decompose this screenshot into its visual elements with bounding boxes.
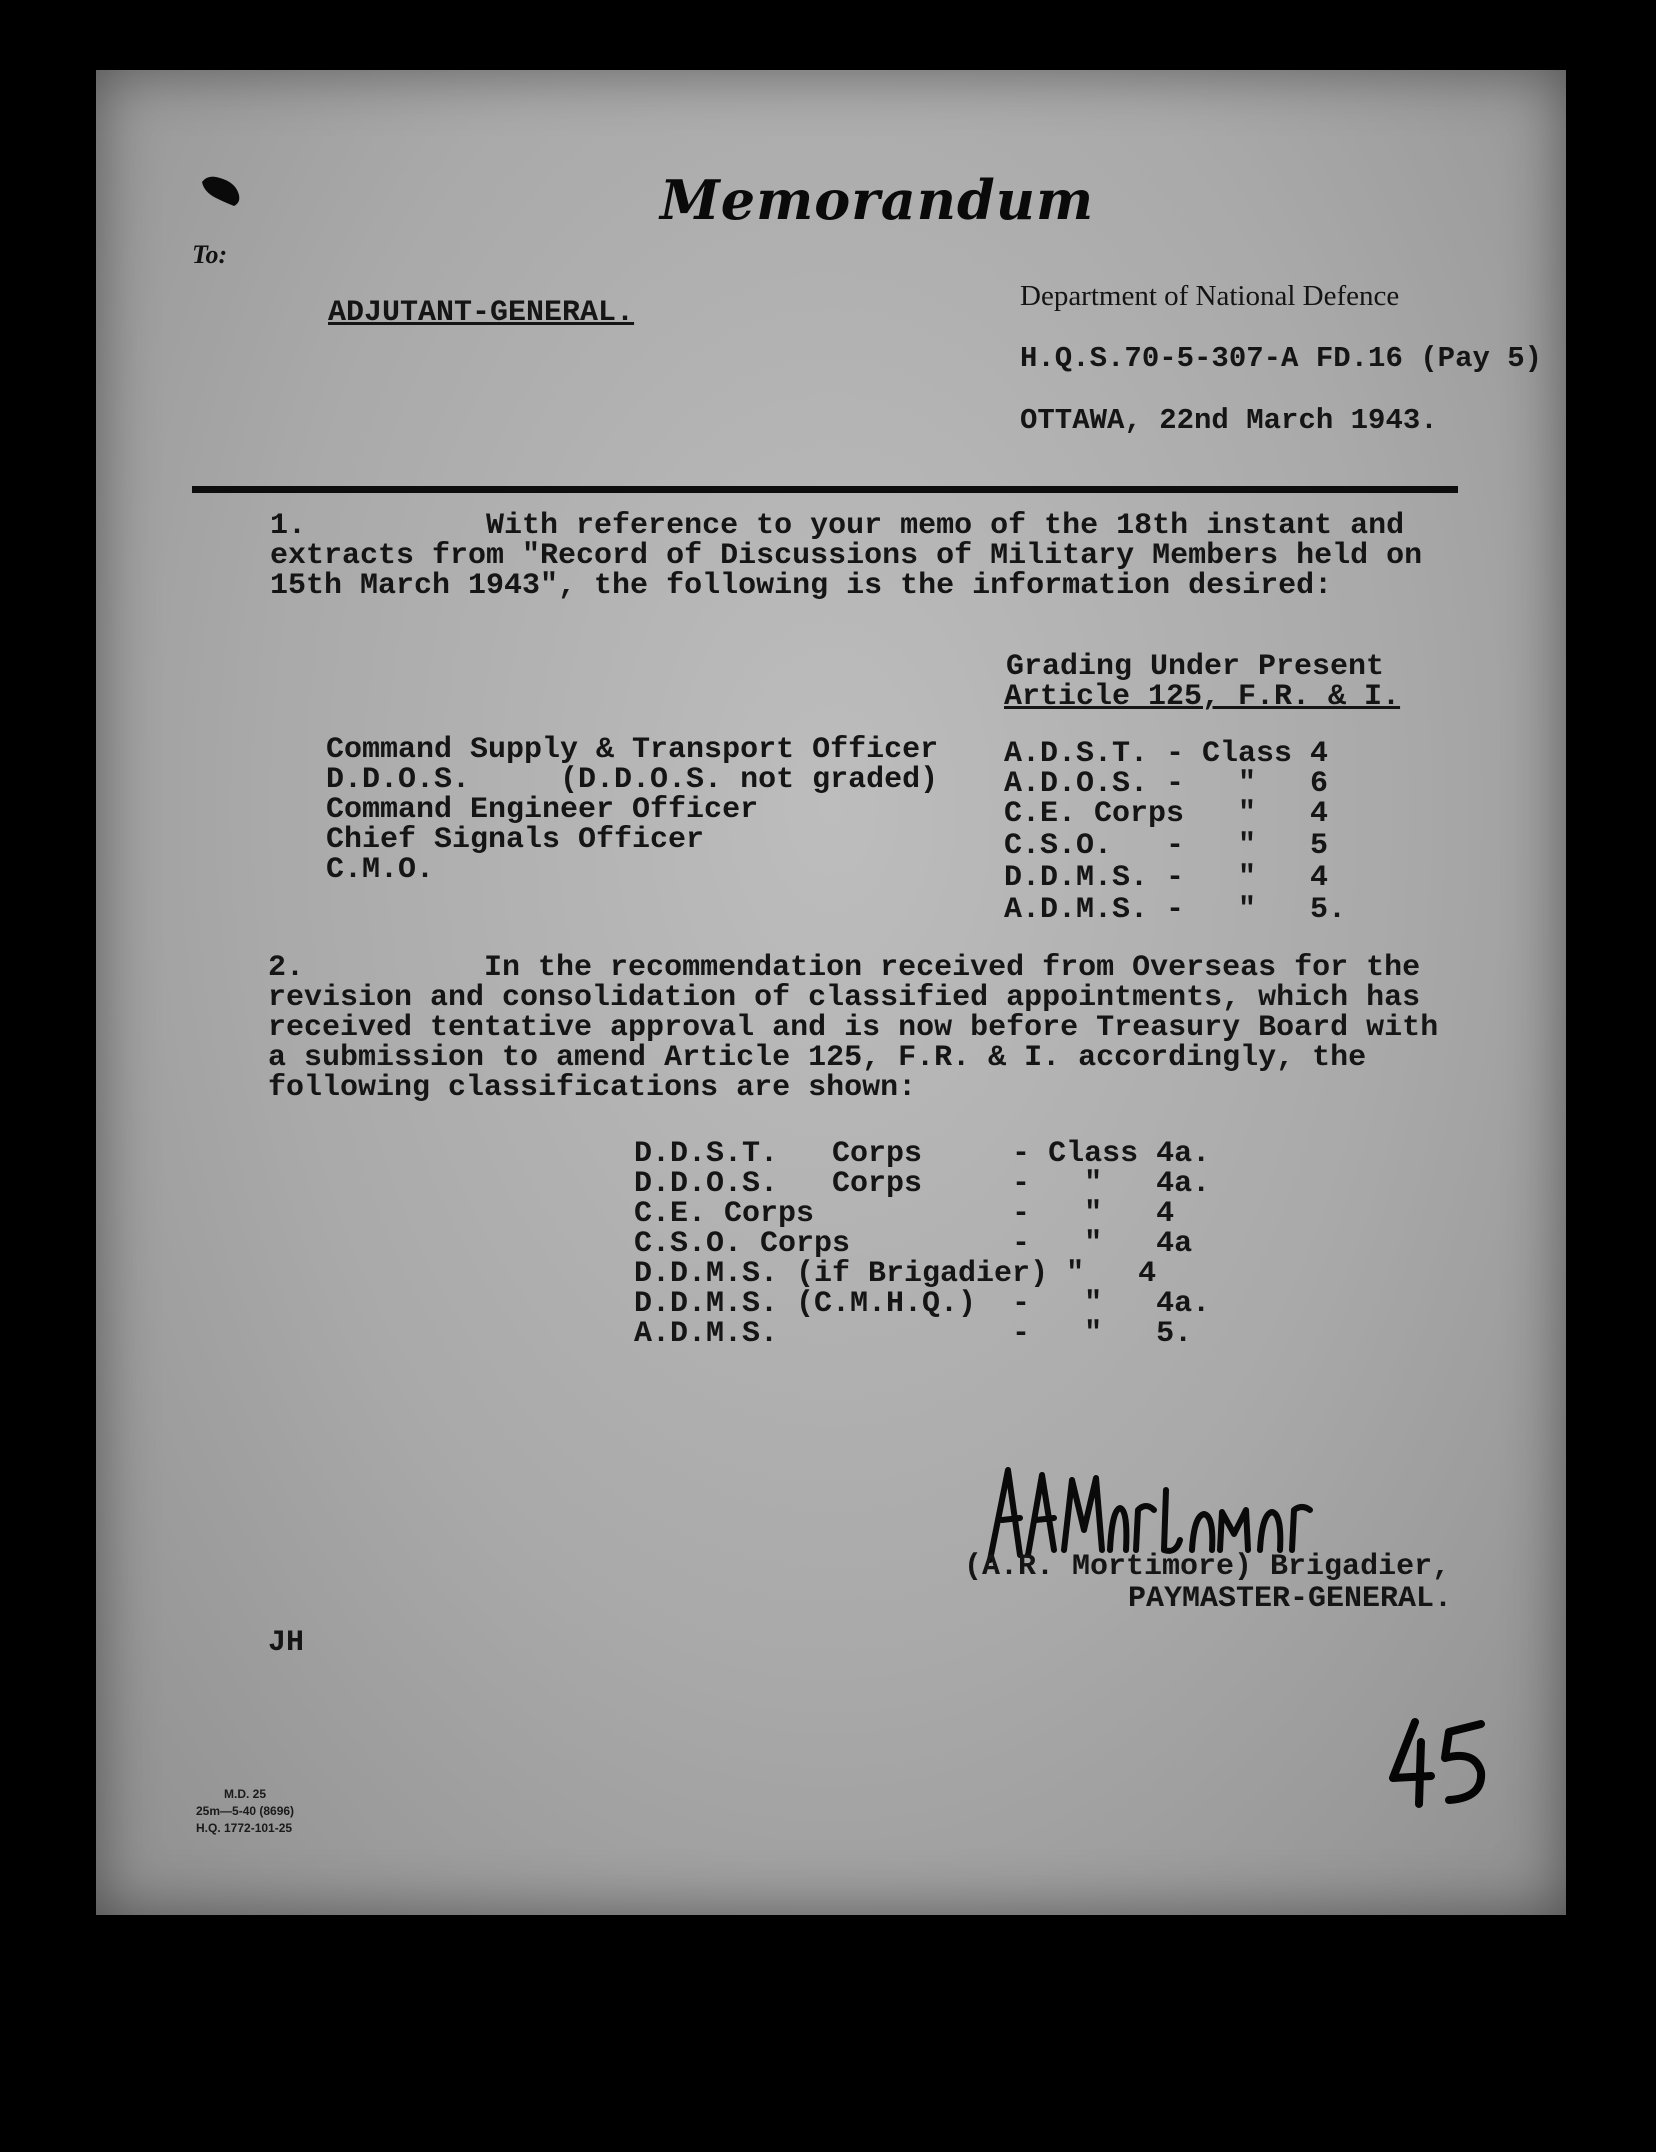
signatory-name: (A.R. Mortimore) Brigadier,	[964, 1550, 1451, 1584]
department-name: Department of National Defence	[1020, 280, 1400, 312]
addressee: ADJUTANT-GENERAL.	[328, 296, 635, 330]
classification-row: D.D.O.S. Corps - " 4a.	[634, 1167, 1211, 1201]
appointment-cell: Command Engineer Officer	[326, 793, 759, 827]
paragraph-2-line: a submission to amend Article 125, F.R. & I. accordingly, the	[268, 1041, 1367, 1075]
typist-initials: JH	[268, 1626, 305, 1660]
grading-cell: D.D.M.S. - " 4	[1004, 861, 1329, 895]
grading-cell: A.D.M.S. - " 5.	[1004, 893, 1347, 927]
paragraph-1-line: 15th March 1943", the following is the information desired:	[270, 569, 1333, 603]
place-date: OTTAWA, 22nd March 1943.	[1020, 404, 1438, 437]
classification-row: D.D.M.S. (if Brigadier) " 4	[634, 1257, 1157, 1291]
appointment-cell: C.M.O.	[326, 853, 435, 887]
header-divider-rule	[192, 486, 1458, 493]
paragraph-1-line: 1. With reference to your memo of the 18th instant and	[270, 509, 1405, 543]
grading-header-line1: Grading Under Present	[1006, 650, 1385, 684]
classification-row: D.D.M.S. (C.M.H.Q.) - " 4a.	[634, 1287, 1211, 1321]
paragraph-2-line: revision and consolidation of classified appointments, which has	[268, 981, 1421, 1015]
grading-cell: C.S.O. - " 5	[1004, 829, 1329, 863]
handwritten-page-number	[1385, 1712, 1495, 1812]
grading-cell: C.E. Corps " 4	[1004, 797, 1329, 831]
appointment-cell: D.D.O.S. (D.D.O.S. not graded)	[326, 763, 939, 797]
svg-text:45: 45	[1385, 1712, 1387, 1713]
signatory-title: PAYMASTER-GENERAL.	[1128, 1582, 1453, 1616]
grading-header-line2: Article 125, F.R. & I.	[1004, 680, 1401, 714]
form-footer-line: 25m—5-40 (8696)	[196, 1804, 295, 1818]
paragraph-2-line: 2. In the recommendation received from Overseas for the	[268, 951, 1421, 985]
to-label: To:	[192, 240, 228, 269]
classification-row: C.E. Corps - " 4	[634, 1197, 1175, 1231]
ink-blot-mark	[198, 172, 244, 212]
paragraph-2-line: received tentative approval and is now before Treasury Board with	[268, 1011, 1439, 1045]
file-number: H.Q.S.70-5-307-A FD.16 (Pay 5)	[1020, 342, 1543, 375]
classification-row: C.S.O. Corps - " 4a	[634, 1227, 1193, 1261]
appointment-cell: Chief Signals Officer	[326, 823, 705, 857]
appointment-cell: Command Supply & Transport Officer	[326, 733, 939, 767]
grading-cell: A.D.S.T. - Class 4	[1004, 737, 1329, 771]
paragraph-2-line: following classifications are shown:	[268, 1071, 917, 1105]
classification-row: A.D.M.S. - " 5.	[634, 1317, 1193, 1351]
form-footer-line: M.D. 25	[224, 1787, 267, 1801]
grading-cell: A.D.O.S. - " 6	[1004, 767, 1329, 801]
form-footer-line: H.Q. 1772-101-25	[196, 1821, 293, 1835]
paragraph-1-line: extracts from "Record of Discussions of Military Members held on	[270, 539, 1423, 573]
memo-title: Memorandum	[660, 168, 1095, 232]
classification-row: D.D.S.T. Corps - Class 4a.	[634, 1137, 1211, 1171]
